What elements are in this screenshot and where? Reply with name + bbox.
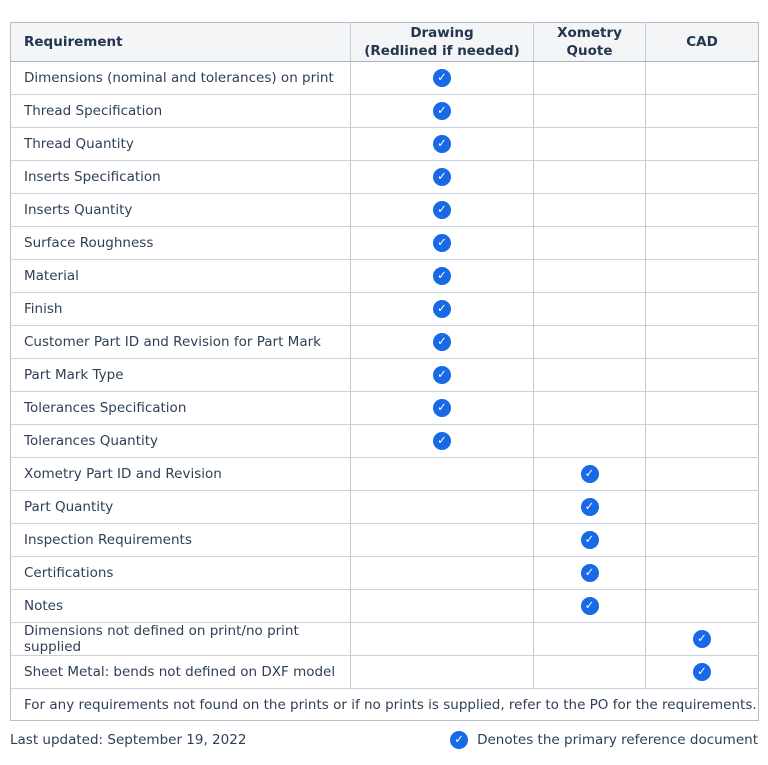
table-body <box>11 62 759 689</box>
cad-cell <box>646 95 759 128</box>
drawing-cell <box>351 161 534 194</box>
quote-cell <box>534 557 646 590</box>
requirement-cell: Material <box>11 260 351 293</box>
cad-cell <box>646 260 759 293</box>
reference-document-table <box>10 22 759 721</box>
table-row <box>11 656 759 689</box>
check-icon: ✓ <box>433 69 451 87</box>
table-row <box>11 326 759 359</box>
below-table-bar <box>10 731 758 749</box>
check-icon: ✓ <box>433 135 451 153</box>
drawing-cell <box>351 227 534 260</box>
quote-cell <box>534 227 646 260</box>
drawing-cell <box>351 293 534 326</box>
drawing-cell <box>351 656 534 689</box>
cad-cell <box>646 359 759 392</box>
requirement-cell: Dimensions not defined on print/no print supplied <box>11 623 351 656</box>
quote-cell <box>534 293 646 326</box>
cad-cell <box>646 590 759 623</box>
check-icon: ✓ <box>433 333 451 351</box>
column-header-cad <box>646 23 759 62</box>
check-icon: ✓ <box>693 663 711 681</box>
quote-cell <box>534 359 646 392</box>
cad-cell <box>646 557 759 590</box>
quote-cell <box>534 128 646 161</box>
cad-cell <box>646 326 759 359</box>
table-row <box>11 425 759 458</box>
requirement-cell: Sheet Metal: bends not defined on DXF model <box>11 656 351 689</box>
table-header <box>11 23 759 62</box>
column-header-xometry-quote <box>534 23 646 62</box>
table-row <box>11 623 759 656</box>
quote-cell <box>534 326 646 359</box>
drawing-cell <box>351 623 534 656</box>
check-icon: ✓ <box>433 366 451 384</box>
drawing-cell <box>351 95 534 128</box>
requirement-cell: Part Mark Type <box>11 359 351 392</box>
requirement-cell: Dimensions (nominal and tolerances) on print <box>11 62 351 95</box>
page <box>10 22 758 749</box>
quote-cell <box>534 62 646 95</box>
requirement-cell: Certifications <box>11 557 351 590</box>
drawing-cell <box>351 128 534 161</box>
drawing-cell <box>351 524 534 557</box>
requirement-cell: Tolerances Quantity <box>11 425 351 458</box>
last-updated: Last updated: September 19, 2022 <box>10 732 247 748</box>
footer-note: For any requirements not found on the prints or if no prints is supplied, refer to the PO for the requirements. <box>11 689 759 721</box>
requirement-cell: Thread Quantity <box>11 128 351 161</box>
requirement-cell: Thread Specification <box>11 95 351 128</box>
column-header-sublabel: Quote <box>566 43 613 59</box>
column-header-label: Drawing <box>410 24 474 41</box>
requirement-cell: Inserts Specification <box>11 161 351 194</box>
drawing-cell <box>351 590 534 623</box>
drawing-cell <box>351 491 534 524</box>
quote-cell <box>534 590 646 623</box>
drawing-cell <box>351 260 534 293</box>
cad-cell <box>646 227 759 260</box>
requirement-cell: Tolerances Specification <box>11 392 351 425</box>
table-row <box>11 524 759 557</box>
drawing-cell <box>351 62 534 95</box>
quote-cell <box>534 260 646 293</box>
check-icon: ✓ <box>433 432 451 450</box>
table-row <box>11 260 759 293</box>
check-icon: ✓ <box>433 234 451 252</box>
table-row <box>11 95 759 128</box>
column-header-label: Requirement <box>24 33 123 50</box>
drawing-cell <box>351 326 534 359</box>
header-row <box>11 23 759 62</box>
table-row <box>11 557 759 590</box>
drawing-cell <box>351 458 534 491</box>
check-icon: ✓ <box>581 531 599 549</box>
cad-cell <box>646 62 759 95</box>
cad-cell <box>646 491 759 524</box>
quote-cell <box>534 656 646 689</box>
table-row <box>11 590 759 623</box>
cad-cell <box>646 128 759 161</box>
quote-cell <box>534 95 646 128</box>
table-row <box>11 491 759 524</box>
table-row <box>11 161 759 194</box>
column-header-label: Xometry <box>557 24 622 41</box>
requirement-cell: Finish <box>11 293 351 326</box>
check-icon: ✓ <box>581 597 599 615</box>
cad-cell <box>646 392 759 425</box>
table-row <box>11 359 759 392</box>
cad-cell <box>646 524 759 557</box>
footer-note-row <box>11 689 759 721</box>
cad-cell <box>646 458 759 491</box>
quote-cell <box>534 392 646 425</box>
quote-cell <box>534 524 646 557</box>
requirement-cell: Customer Part ID and Revision for Part Mark <box>11 326 351 359</box>
cad-cell <box>646 161 759 194</box>
check-icon: ✓ <box>581 465 599 483</box>
cad-cell <box>646 623 759 656</box>
quote-cell <box>534 623 646 656</box>
quote-cell <box>534 458 646 491</box>
check-icon: ✓ <box>433 267 451 285</box>
column-header-sublabel: (Redlined if needed) <box>364 43 520 59</box>
table-row <box>11 293 759 326</box>
cad-cell <box>646 194 759 227</box>
table-row <box>11 128 759 161</box>
requirement-cell: Xometry Part ID and Revision <box>11 458 351 491</box>
drawing-cell <box>351 194 534 227</box>
column-header-label: CAD <box>686 33 718 50</box>
quote-cell <box>534 161 646 194</box>
check-icon: ✓ <box>433 300 451 318</box>
requirement-cell: Part Quantity <box>11 491 351 524</box>
table-row <box>11 458 759 491</box>
check-icon: ✓ <box>433 102 451 120</box>
drawing-cell <box>351 557 534 590</box>
check-icon: ✓ <box>450 731 468 749</box>
requirement-cell: Inserts Quantity <box>11 194 351 227</box>
requirement-cell: Surface Roughness <box>11 227 351 260</box>
drawing-cell <box>351 392 534 425</box>
check-icon: ✓ <box>581 564 599 582</box>
table-footer <box>11 689 759 721</box>
check-icon: ✓ <box>433 399 451 417</box>
column-header-requirement <box>11 23 351 62</box>
cad-cell <box>646 656 759 689</box>
drawing-cell <box>351 425 534 458</box>
legend-label: Denotes the primary reference document <box>477 732 758 748</box>
table-row <box>11 194 759 227</box>
legend <box>450 731 758 749</box>
quote-cell <box>534 194 646 227</box>
table-row <box>11 227 759 260</box>
table-row <box>11 62 759 95</box>
check-icon: ✓ <box>433 168 451 186</box>
requirement-cell: Notes <box>11 590 351 623</box>
check-icon: ✓ <box>433 201 451 219</box>
table-row <box>11 392 759 425</box>
column-header-drawing <box>351 23 534 62</box>
check-icon: ✓ <box>693 630 711 648</box>
check-icon: ✓ <box>581 498 599 516</box>
cad-cell <box>646 425 759 458</box>
drawing-cell <box>351 359 534 392</box>
cad-cell <box>646 293 759 326</box>
requirement-cell: Inspection Requirements <box>11 524 351 557</box>
quote-cell <box>534 491 646 524</box>
quote-cell <box>534 425 646 458</box>
